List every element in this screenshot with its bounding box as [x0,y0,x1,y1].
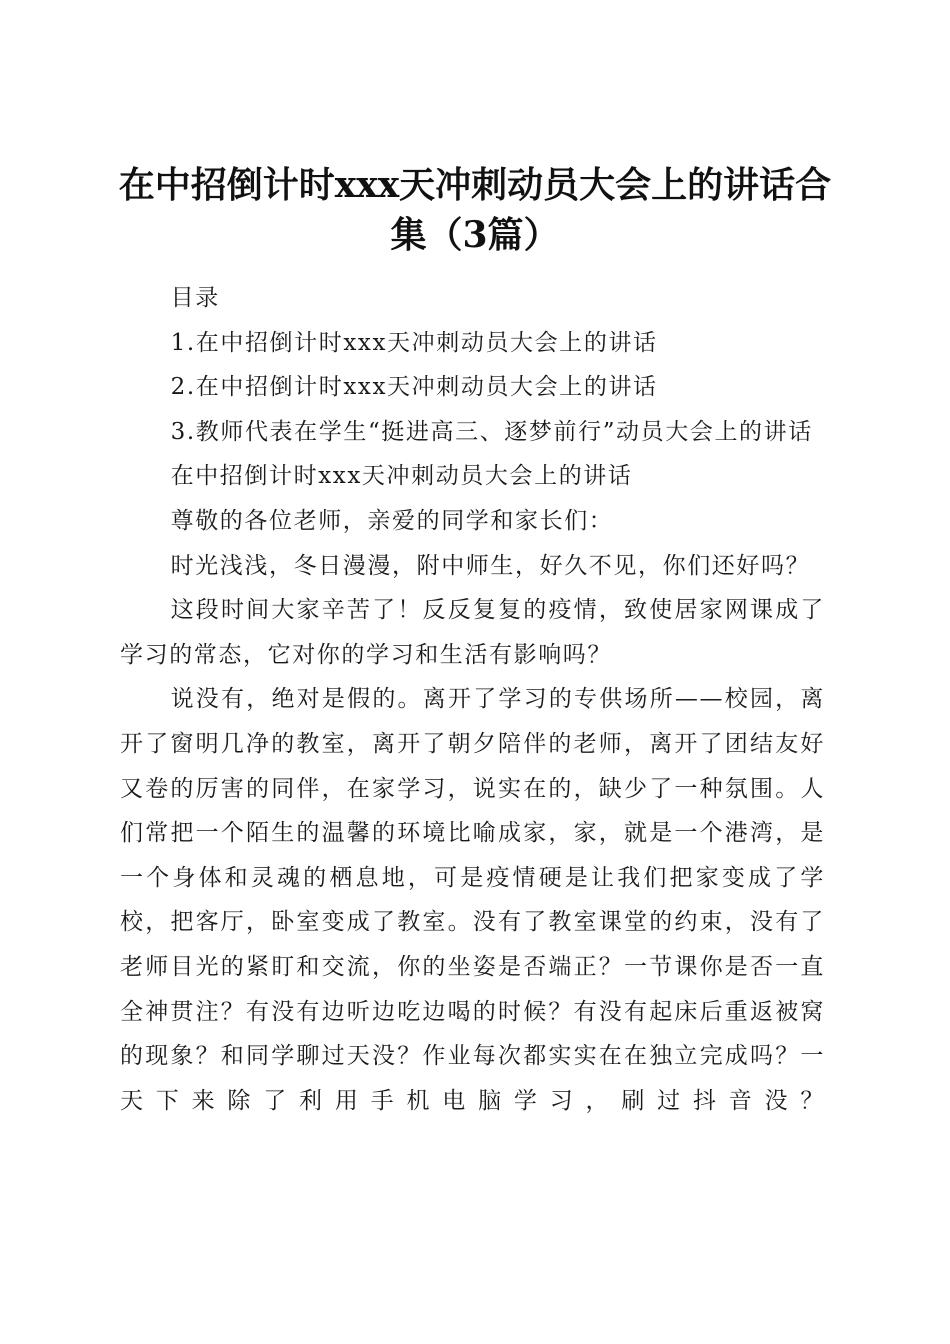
document-title: 在中招倒计时xxx天冲刺动员大会上的讲话合集（3篇） [118,164,832,257]
paragraph-2: 这段时间大家辛苦了！反反复复的疫情，致使居家网课成了学习的常态，它对你的学习和生活有影响吗？ [120,597,825,668]
salutation: 尊敬的各位老师，亲爱的同学和家长们： [170,507,614,534]
document-body [120,276,825,1123]
toc-item-3: 3.教师代表在学生“挺进高三、逐梦前行”动员大会上的讲话 [170,418,813,445]
toc-item-2: 2.在中招倒计时xxx天冲刺动员大会上的讲话 [170,374,658,401]
toc-heading: 目录 [170,285,220,311]
paragraph-3: 说没有，绝对是假的。离开了学习的专供场所——校园，离开了窗明几净的教室，离开了朝夕陪伴的老师，离开了团结友好又卷的厉害的同伴，在家学习，说实在的，缺少了一种氛围。人们常把一个陌生的温馨的环境比喻成家，家，就是一个港湾，是一个身体和灵魂的栖息地，可是疫情硬是让我们把家变成了学校，把客厅，卧室变成了教室。没有了教室课堂的约束，没有了老师目光的紧盯和交流，你的坐姿是否端正？一节课你是否一直全神贯注？有没有边听边吃边喝的时候？有没有起床后重返被窝的现象？和同学聊过天没？作业每次都实实在在独立完成吗？一天下来除了利用手机电脑学习，刷过抖音没？ [120,686,825,1114]
toc-item-1: 1.在中招倒计时xxx天冲刺动员大会上的讲话 [170,329,658,356]
paragraph-1: 时光浅浅，冬日漫漫，附中师生，好久不见，你们还好吗？ [170,552,811,579]
speech-title: 在中招倒计时xxx天冲刺动员大会上的讲话 [170,463,633,490]
